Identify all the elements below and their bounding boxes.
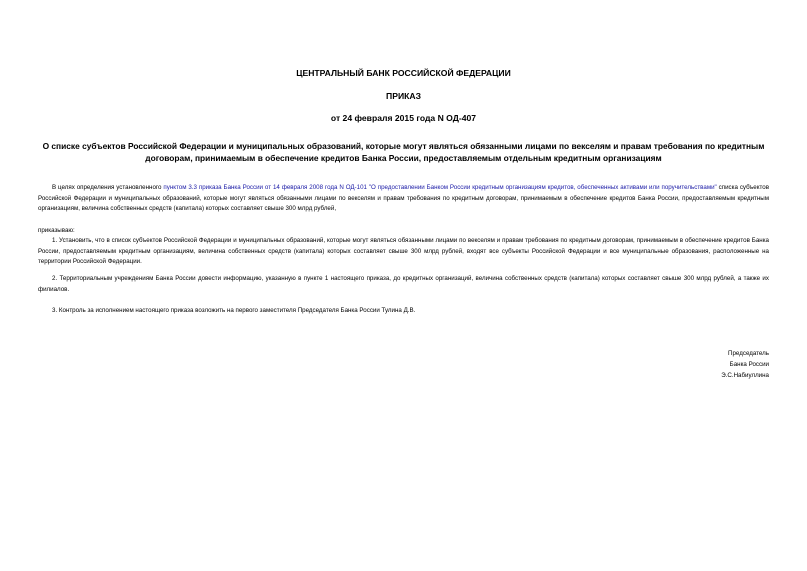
order-item-2: 2. Территориальным учреждениям Банка России довести информацию, указанную в пункте 1 настоящего приказа, до кредитных организаций, величина собственных средств (капитала) которых составляет свыше 300 млрд рублей, а также их филиалов. bbox=[38, 275, 769, 293]
intro-paragraph bbox=[38, 183, 769, 215]
document-page bbox=[38, 0, 769, 571]
signature-organization: Банка России bbox=[729, 361, 769, 368]
signature-name: Э.С.Набиуллина bbox=[721, 372, 769, 379]
order-item-1: 1. Установить, что в список субъектов Российской Федерации и муниципальных образований, которые могут являться обязанными лицами по векселям и правам требования по кредитным договорам, принимаемым в обеспечение кредитов Банка России, предоставляемым кредитным организациям, величина собственных средств (капитала) которых составляет свыше 300 млрд рублей, входят все субъекты Российской Федерации и все муниципальные образования, расположенные на территории Российской Федерации. bbox=[38, 237, 769, 266]
intro-text-before-link: В целях определения установленного bbox=[52, 184, 164, 191]
document-title: О списке субъектов Российской Федерации и муниципальных образований, которые могут являться обязанными лицами по векселям и правам требования по кредитным договорам, принимаемым в обеспечение кредитов Банка России, предоставляемым отдельным кредитным организациям bbox=[42, 141, 765, 163]
order-item-3: 3. Контроль за исполнением настоящего приказа возложить на первого заместителя Председателя Банка России Тулина Д.В. bbox=[52, 307, 416, 314]
document-type-heading: ПРИКАЗ bbox=[386, 91, 421, 101]
reference-link[interactable]: пунктом 3.3 приказа Банка России от 14 февраля 2008 года N ОД-101 "О предоставлении Банком России кредитным организациям кредитов, обеспеченных активами или поручительствами" bbox=[163, 184, 717, 191]
intro-text-after-link: списка субъектов Российской Федерации и муниципальных образований, которые могут являться обязанными лицами по векселям и правам требования по кредитным договорам, принимаемым в обеспечение кредитов Банка России, предоставляемым кредитным организациям, величина собственных средств (капитала) которых составляет свыше 300 млрд рублей, bbox=[38, 184, 769, 213]
organization-heading: ЦЕНТРАЛЬНЫЙ БАНК РОССИЙСКОЙ ФЕДЕРАЦИИ bbox=[296, 68, 511, 78]
order-word: приказываю: bbox=[38, 227, 75, 234]
signature-block bbox=[569, 348, 769, 381]
date-number-heading: от 24 февраля 2015 года N ОД-407 bbox=[330, 113, 477, 123]
signature-position: Председатель bbox=[728, 350, 769, 357]
